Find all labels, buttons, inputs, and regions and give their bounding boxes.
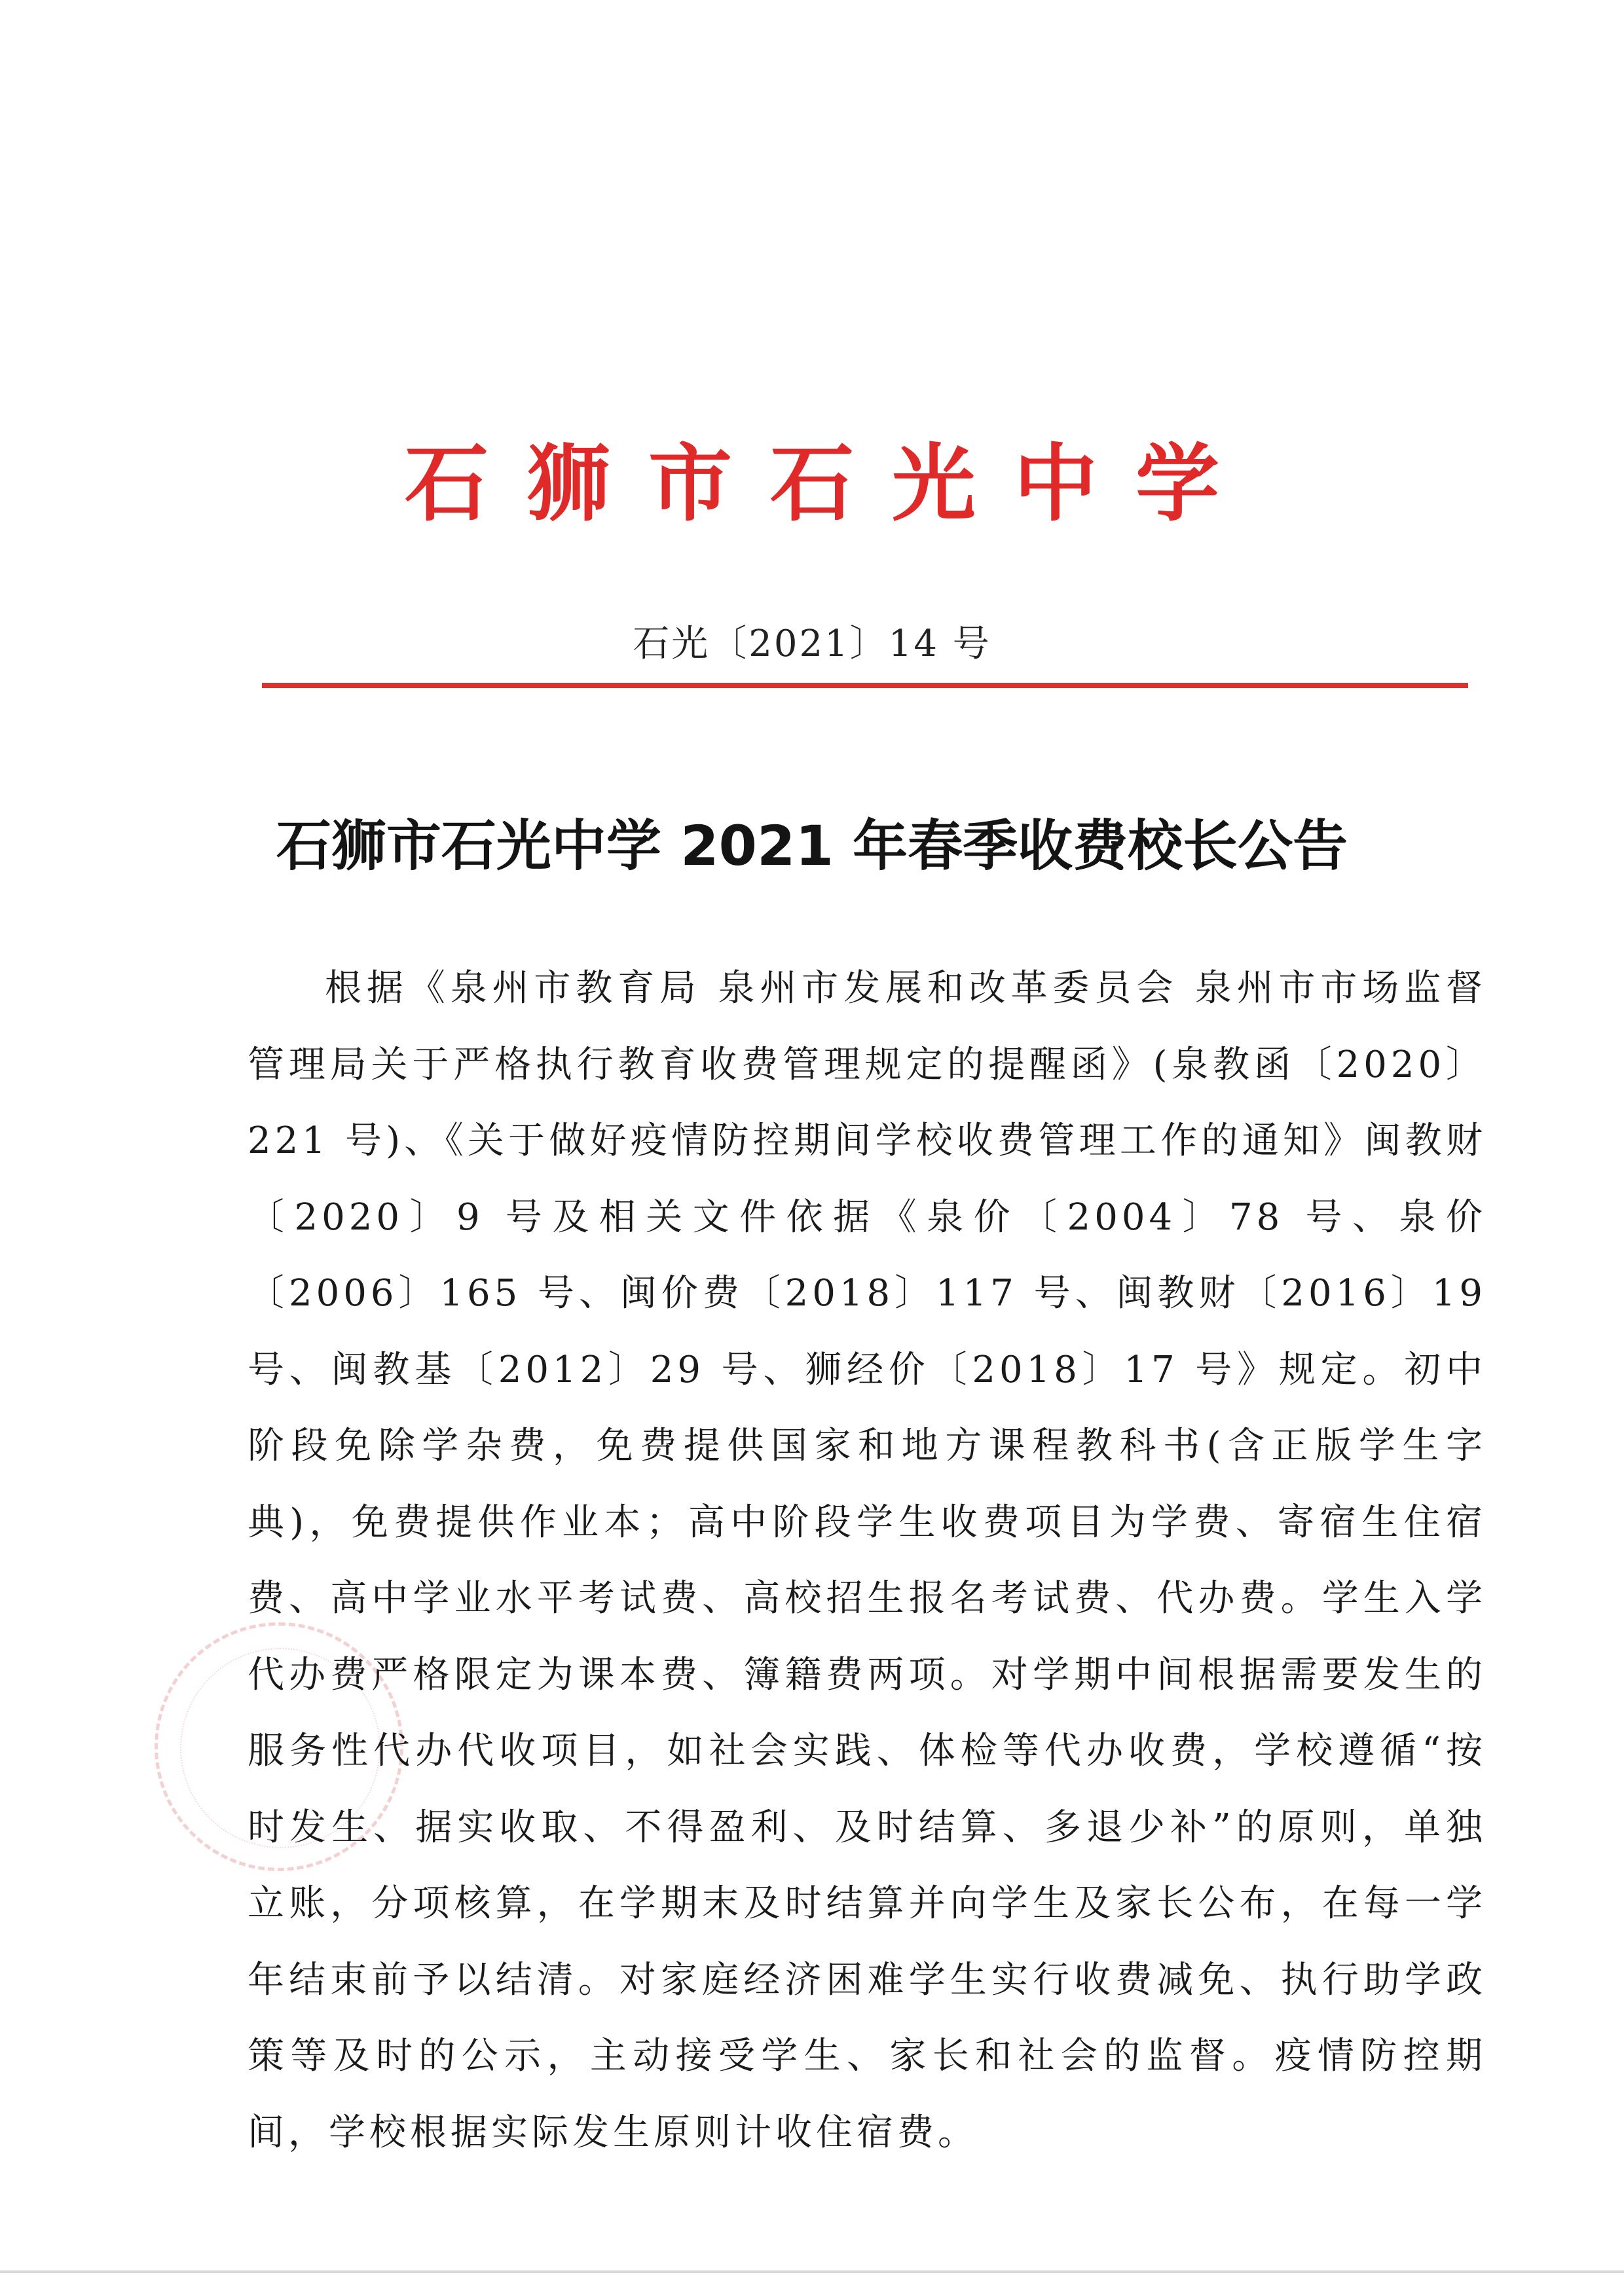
notice-body-paragraph: 根据《泉州市教育局 泉州市发展和改革委员会 泉州市市场监督管理局关于严格执行教育收费管理规定的提醒函》(泉教函〔2020〕221 号)、《关于做好疫情防控期间学校收费管理工作的通知》闽教财〔2020〕9 号及相关文件依据《泉价〔2004〕78 号、泉价〔2006〕165 号、闽价费〔2018〕117 号、闽教财〔2016〕19 号、闽教基〔2012〕29 号、狮经价〔2018〕17 号》规定。初中阶段免除学杂费，免费提供国家和地方课程教科书(含正版学生字典)，免费提供作业本；高中阶段学生收费项目为学费、寄宿生住宿费、高中学业水平考试费、高校招生报名考试费、代办费。学生入学代办费严格限定为课本费、簿籍费两项。对学期中间根据需要发生的服务性代办代收项目，如社会实践、体检等代办收费，学校遵循“按时发生、据实收取、不得盈利、及时结算、多退少补”的原则，单独立账，分项核算，在学期末及时结算并向学生及家长公布，在每一学年结束前予以结清。对家庭经济困难学生实行收费减免、执行助学政策等及时的公示，主动接受学生、家长和社会的监督。疫情防控期间，学校根据实际发生原则计收住宿费。: [248, 967, 1486, 2154]
scan-bottom-edge-line: [0, 2270, 1624, 2273]
notice-title: 石狮市石光中学 2021 年春季收费校长公告: [276, 814, 1348, 878]
letterhead-school-name: 石狮市石光中学: [404, 435, 1257, 533]
red-divider-line: [262, 683, 1468, 688]
document-number: 石光〔2021〕14 号: [633, 623, 991, 665]
